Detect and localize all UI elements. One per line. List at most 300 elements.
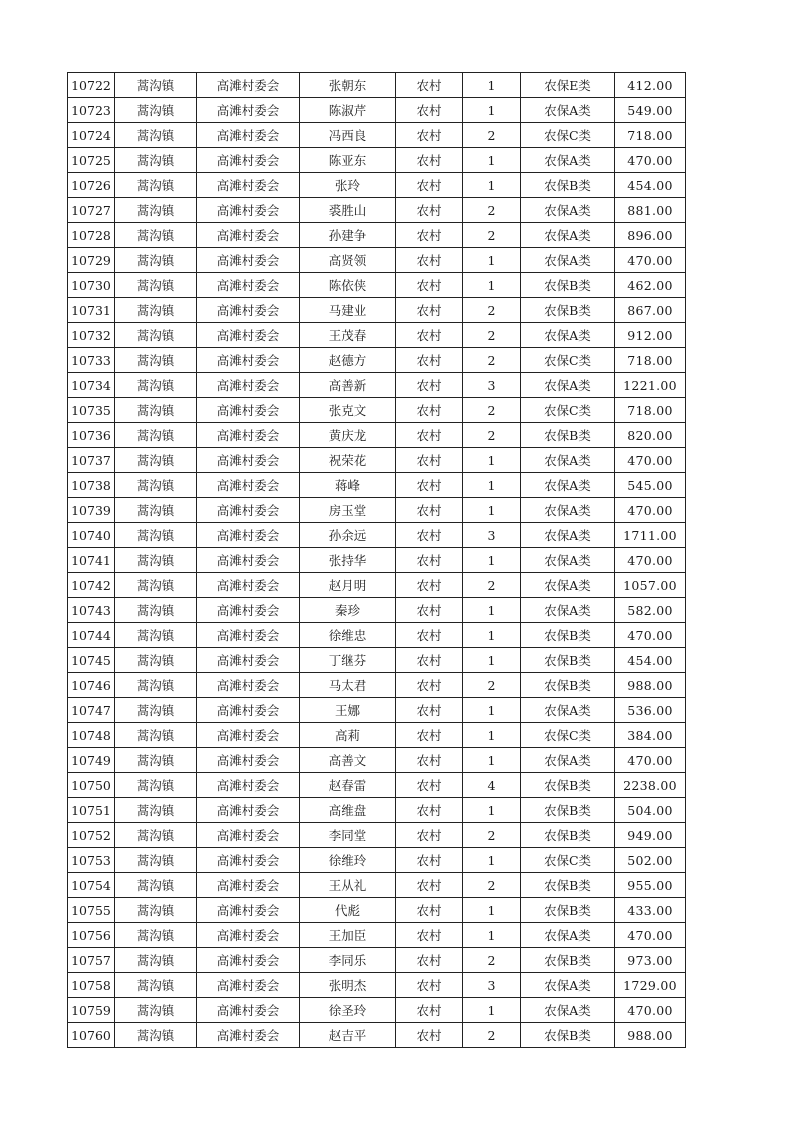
record-id-cell: 10745 [68,648,115,673]
household-count-cell: 1 [463,698,521,723]
village-committee-cell: 高滩村委会 [197,898,300,923]
town-cell: 蒿沟镇 [115,923,197,948]
household-count-cell: 1 [463,448,521,473]
insurance-category-cell: 农保A类 [521,573,615,598]
amount-cell: 412.00 [615,73,686,98]
record-id-cell: 10751 [68,798,115,823]
table-row [68,173,686,198]
town-cell: 蒿沟镇 [115,173,197,198]
person-name-cell: 赵春雷 [300,773,396,798]
person-name-cell: 冯西良 [300,123,396,148]
insurance-category-cell: 农保A类 [521,323,615,348]
amount-cell: 384.00 [615,723,686,748]
insurance-category-cell: 农保A类 [521,698,615,723]
insurance-category-cell: 农保C类 [521,723,615,748]
table-row [68,973,686,998]
record-id-cell: 10737 [68,448,115,473]
village-committee-cell: 高滩村委会 [197,823,300,848]
amount-cell: 988.00 [615,673,686,698]
village-committee-cell: 高滩村委会 [197,498,300,523]
insurance-category-cell: 农保A类 [521,598,615,623]
household-count-cell: 1 [463,498,521,523]
record-id-cell: 10739 [68,498,115,523]
town-cell: 蒿沟镇 [115,673,197,698]
area-type-cell: 农村 [396,198,463,223]
area-type-cell: 农村 [396,123,463,148]
area-type-cell: 农村 [396,348,463,373]
village-committee-cell: 高滩村委会 [197,748,300,773]
area-type-cell: 农村 [396,173,463,198]
amount-cell: 2238.00 [615,773,686,798]
person-name-cell: 房玉堂 [300,498,396,523]
area-type-cell: 农村 [396,1023,463,1048]
insurance-category-cell: 农保B类 [521,948,615,973]
person-name-cell: 王加臣 [300,923,396,948]
area-type-cell: 农村 [396,473,463,498]
area-type-cell: 农村 [396,648,463,673]
household-count-cell: 1 [463,148,521,173]
amount-cell: 1057.00 [615,573,686,598]
insurance-category-cell: 农保A类 [521,973,615,998]
town-cell: 蒿沟镇 [115,648,197,673]
area-type-cell: 农村 [396,298,463,323]
amount-cell: 718.00 [615,398,686,423]
person-name-cell: 陈亚东 [300,148,396,173]
household-count-cell: 1 [463,898,521,923]
insurance-category-cell: 农保A类 [521,473,615,498]
household-count-cell: 3 [463,973,521,998]
village-committee-cell: 高滩村委会 [197,598,300,623]
person-name-cell: 马建业 [300,298,396,323]
area-type-cell: 农村 [396,248,463,273]
village-committee-cell: 高滩村委会 [197,648,300,673]
insurance-category-cell: 农保A类 [521,523,615,548]
village-committee-cell: 高滩村委会 [197,248,300,273]
person-name-cell: 陈依侠 [300,273,396,298]
record-id-cell: 10722 [68,73,115,98]
table-row [68,823,686,848]
town-cell: 蒿沟镇 [115,823,197,848]
insurance-category-cell: 农保A类 [521,498,615,523]
record-id-cell: 10724 [68,123,115,148]
record-id-cell: 10753 [68,848,115,873]
insurance-category-cell: 农保A类 [521,98,615,123]
insurance-category-cell: 农保A类 [521,548,615,573]
household-count-cell: 3 [463,373,521,398]
record-id-cell: 10744 [68,623,115,648]
amount-cell: 912.00 [615,323,686,348]
record-id-cell: 10742 [68,573,115,598]
insurance-category-cell: 农保B类 [521,873,615,898]
amount-cell: 504.00 [615,798,686,823]
town-cell: 蒿沟镇 [115,998,197,1023]
town-cell: 蒿沟镇 [115,448,197,473]
village-committee-cell: 高滩村委会 [197,698,300,723]
town-cell: 蒿沟镇 [115,698,197,723]
person-name-cell: 李同堂 [300,823,396,848]
household-count-cell: 2 [463,398,521,423]
insurance-category-cell: 农保B类 [521,823,615,848]
amount-cell: 470.00 [615,548,686,573]
town-cell: 蒿沟镇 [115,298,197,323]
person-name-cell: 高善新 [300,373,396,398]
roster-table-body [68,73,686,1048]
person-name-cell: 张明杰 [300,973,396,998]
household-count-cell: 1 [463,598,521,623]
town-cell: 蒿沟镇 [115,573,197,598]
person-name-cell: 王从礼 [300,873,396,898]
amount-cell: 454.00 [615,173,686,198]
town-cell: 蒿沟镇 [115,223,197,248]
village-committee-cell: 高滩村委会 [197,623,300,648]
area-type-cell: 农村 [396,723,463,748]
town-cell: 蒿沟镇 [115,548,197,573]
amount-cell: 470.00 [615,623,686,648]
town-cell: 蒿沟镇 [115,973,197,998]
household-count-cell: 2 [463,573,521,598]
amount-cell: 896.00 [615,223,686,248]
insurance-category-cell: 农保A类 [521,148,615,173]
insurance-category-cell: 农保B类 [521,623,615,648]
table-row [68,748,686,773]
village-committee-cell: 高滩村委会 [197,323,300,348]
village-committee-cell: 高滩村委会 [197,973,300,998]
village-committee-cell: 高滩村委会 [197,98,300,123]
village-committee-cell: 高滩村委会 [197,223,300,248]
insurance-category-cell: 农保B类 [521,423,615,448]
amount-cell: 462.00 [615,273,686,298]
town-cell: 蒿沟镇 [115,323,197,348]
record-id-cell: 10731 [68,298,115,323]
village-committee-cell: 高滩村委会 [197,1023,300,1048]
amount-cell: 470.00 [615,498,686,523]
area-type-cell: 农村 [396,923,463,948]
table-row [68,498,686,523]
village-committee-cell: 高滩村委会 [197,123,300,148]
village-committee-cell: 高滩村委会 [197,198,300,223]
town-cell: 蒿沟镇 [115,423,197,448]
household-count-cell: 2 [463,673,521,698]
table-row [68,873,686,898]
table-row [68,98,686,123]
household-count-cell: 4 [463,773,521,798]
area-type-cell: 农村 [396,698,463,723]
insurance-category-cell: 农保B类 [521,798,615,823]
record-id-cell: 10736 [68,423,115,448]
person-name-cell: 赵吉平 [300,1023,396,1048]
household-count-cell: 2 [463,348,521,373]
insurance-category-cell: 农保A类 [521,373,615,398]
village-committee-cell: 高滩村委会 [197,523,300,548]
table-row [68,398,686,423]
insurance-category-cell: 农保A类 [521,748,615,773]
record-id-cell: 10726 [68,173,115,198]
village-committee-cell: 高滩村委会 [197,448,300,473]
person-name-cell: 徐维玲 [300,848,396,873]
table-row [68,523,686,548]
person-name-cell: 马太君 [300,673,396,698]
table-row [68,73,686,98]
village-committee-cell: 高滩村委会 [197,298,300,323]
town-cell: 蒿沟镇 [115,523,197,548]
household-count-cell: 1 [463,248,521,273]
insurance-category-cell: 农保A类 [521,448,615,473]
area-type-cell: 农村 [396,848,463,873]
insurance-category-cell: 农保C类 [521,398,615,423]
village-committee-cell: 高滩村委会 [197,173,300,198]
table-row [68,798,686,823]
record-id-cell: 10723 [68,98,115,123]
area-type-cell: 农村 [396,623,463,648]
roster-table [67,72,686,1048]
town-cell: 蒿沟镇 [115,598,197,623]
insurance-category-cell: 农保B类 [521,273,615,298]
amount-cell: 454.00 [615,648,686,673]
record-id-cell: 10756 [68,923,115,948]
village-committee-cell: 高滩村委会 [197,398,300,423]
household-count-cell: 1 [463,173,521,198]
household-count-cell: 2 [463,823,521,848]
person-name-cell: 高莉 [300,723,396,748]
village-committee-cell: 高滩村委会 [197,923,300,948]
amount-cell: 881.00 [615,198,686,223]
table-row [68,373,686,398]
village-committee-cell: 高滩村委会 [197,73,300,98]
amount-cell: 470.00 [615,923,686,948]
household-count-cell: 1 [463,723,521,748]
village-committee-cell: 高滩村委会 [197,773,300,798]
table-row [68,773,686,798]
amount-cell: 549.00 [615,98,686,123]
person-name-cell: 黄庆龙 [300,423,396,448]
household-count-cell: 1 [463,748,521,773]
area-type-cell: 农村 [396,773,463,798]
village-committee-cell: 高滩村委会 [197,673,300,698]
table-row [68,423,686,448]
area-type-cell: 农村 [396,323,463,348]
table-row [68,848,686,873]
town-cell: 蒿沟镇 [115,248,197,273]
record-id-cell: 10750 [68,773,115,798]
insurance-category-cell: 农保A类 [521,248,615,273]
person-name-cell: 王茂春 [300,323,396,348]
person-name-cell: 孙建争 [300,223,396,248]
record-id-cell: 10732 [68,323,115,348]
town-cell: 蒿沟镇 [115,773,197,798]
town-cell: 蒿沟镇 [115,198,197,223]
table-row [68,723,686,748]
insurance-category-cell: 农保B类 [521,1023,615,1048]
insurance-category-cell: 农保B类 [521,173,615,198]
person-name-cell: 高贤领 [300,248,396,273]
amount-cell: 470.00 [615,148,686,173]
village-committee-cell: 高滩村委会 [197,798,300,823]
town-cell: 蒿沟镇 [115,98,197,123]
table-row [68,623,686,648]
table-row [68,198,686,223]
person-name-cell: 祝荣花 [300,448,396,473]
village-committee-cell: 高滩村委会 [197,873,300,898]
area-type-cell: 农村 [396,598,463,623]
insurance-category-cell: 农保A类 [521,998,615,1023]
record-id-cell: 10735 [68,398,115,423]
town-cell: 蒿沟镇 [115,848,197,873]
person-name-cell: 孙余远 [300,523,396,548]
table-row [68,148,686,173]
table-row [68,673,686,698]
household-count-cell: 1 [463,98,521,123]
person-name-cell: 徐维忠 [300,623,396,648]
village-committee-cell: 高滩村委会 [197,473,300,498]
village-committee-cell: 高滩村委会 [197,548,300,573]
person-name-cell: 赵德方 [300,348,396,373]
person-name-cell: 蒋峰 [300,473,396,498]
household-count-cell: 1 [463,998,521,1023]
person-name-cell: 丁继芬 [300,648,396,673]
record-id-cell: 10733 [68,348,115,373]
record-id-cell: 10759 [68,998,115,1023]
table-row [68,898,686,923]
record-id-cell: 10758 [68,973,115,998]
household-count-cell: 2 [463,198,521,223]
table-row [68,998,686,1023]
table-row [68,348,686,373]
area-type-cell: 农村 [396,798,463,823]
amount-cell: 470.00 [615,448,686,473]
table-row [68,548,686,573]
town-cell: 蒿沟镇 [115,1023,197,1048]
person-name-cell: 赵月明 [300,573,396,598]
insurance-category-cell: 农保E类 [521,73,615,98]
table-row [68,123,686,148]
area-type-cell: 农村 [396,223,463,248]
table-row [68,598,686,623]
town-cell: 蒿沟镇 [115,623,197,648]
insurance-category-cell: 农保C类 [521,848,615,873]
amount-cell: 955.00 [615,873,686,898]
town-cell: 蒿沟镇 [115,948,197,973]
area-type-cell: 农村 [396,973,463,998]
record-id-cell: 10740 [68,523,115,548]
village-committee-cell: 高滩村委会 [197,348,300,373]
area-type-cell: 农村 [396,823,463,848]
table-row [68,473,686,498]
insurance-category-cell: 农保C类 [521,348,615,373]
table-row [68,223,686,248]
table-row [68,948,686,973]
area-type-cell: 农村 [396,148,463,173]
insurance-category-cell: 农保A类 [521,223,615,248]
area-type-cell: 农村 [396,498,463,523]
record-id-cell: 10749 [68,748,115,773]
amount-cell: 536.00 [615,698,686,723]
record-id-cell: 10760 [68,1023,115,1048]
household-count-cell: 1 [463,73,521,98]
town-cell: 蒿沟镇 [115,498,197,523]
area-type-cell: 农村 [396,898,463,923]
household-count-cell: 1 [463,848,521,873]
table-row [68,923,686,948]
table-row [68,323,686,348]
town-cell: 蒿沟镇 [115,473,197,498]
household-count-cell: 2 [463,298,521,323]
amount-cell: 1711.00 [615,523,686,548]
area-type-cell: 农村 [396,423,463,448]
person-name-cell: 张玲 [300,173,396,198]
person-name-cell: 张克文 [300,398,396,423]
village-committee-cell: 高滩村委会 [197,723,300,748]
record-id-cell: 10757 [68,948,115,973]
area-type-cell: 农村 [396,373,463,398]
table-row [68,448,686,473]
insurance-category-cell: 农保A类 [521,198,615,223]
town-cell: 蒿沟镇 [115,798,197,823]
village-committee-cell: 高滩村委会 [197,848,300,873]
amount-cell: 718.00 [615,123,686,148]
person-name-cell: 高善文 [300,748,396,773]
record-id-cell: 10729 [68,248,115,273]
insurance-category-cell: 农保B类 [521,773,615,798]
town-cell: 蒿沟镇 [115,898,197,923]
person-name-cell: 王娜 [300,698,396,723]
town-cell: 蒿沟镇 [115,748,197,773]
record-id-cell: 10747 [68,698,115,723]
table-row [68,573,686,598]
village-committee-cell: 高滩村委会 [197,148,300,173]
record-id-cell: 10754 [68,873,115,898]
town-cell: 蒿沟镇 [115,373,197,398]
household-count-cell: 2 [463,123,521,148]
record-id-cell: 10727 [68,198,115,223]
amount-cell: 718.00 [615,348,686,373]
amount-cell: 973.00 [615,948,686,973]
table-row [68,273,686,298]
record-id-cell: 10728 [68,223,115,248]
amount-cell: 949.00 [615,823,686,848]
person-name-cell: 陈淑芹 [300,98,396,123]
town-cell: 蒿沟镇 [115,348,197,373]
town-cell: 蒿沟镇 [115,73,197,98]
household-count-cell: 2 [463,223,521,248]
amount-cell: 582.00 [615,598,686,623]
household-count-cell: 2 [463,1023,521,1048]
area-type-cell: 农村 [396,548,463,573]
amount-cell: 470.00 [615,998,686,1023]
record-id-cell: 10752 [68,823,115,848]
person-name-cell: 张朝东 [300,73,396,98]
amount-cell: 988.00 [615,1023,686,1048]
town-cell: 蒿沟镇 [115,148,197,173]
village-committee-cell: 高滩村委会 [197,998,300,1023]
town-cell: 蒿沟镇 [115,123,197,148]
household-count-cell: 3 [463,523,521,548]
village-committee-cell: 高滩村委会 [197,423,300,448]
village-committee-cell: 高滩村委会 [197,373,300,398]
record-id-cell: 10755 [68,898,115,923]
amount-cell: 433.00 [615,898,686,923]
area-type-cell: 农村 [396,523,463,548]
insurance-category-cell: 农保C类 [521,123,615,148]
village-committee-cell: 高滩村委会 [197,948,300,973]
amount-cell: 470.00 [615,748,686,773]
area-type-cell: 农村 [396,673,463,698]
person-name-cell: 徐圣玲 [300,998,396,1023]
insurance-category-cell: 农保B类 [521,298,615,323]
amount-cell: 1729.00 [615,973,686,998]
insurance-category-cell: 农保B类 [521,648,615,673]
person-name-cell: 代彪 [300,898,396,923]
area-type-cell: 农村 [396,748,463,773]
